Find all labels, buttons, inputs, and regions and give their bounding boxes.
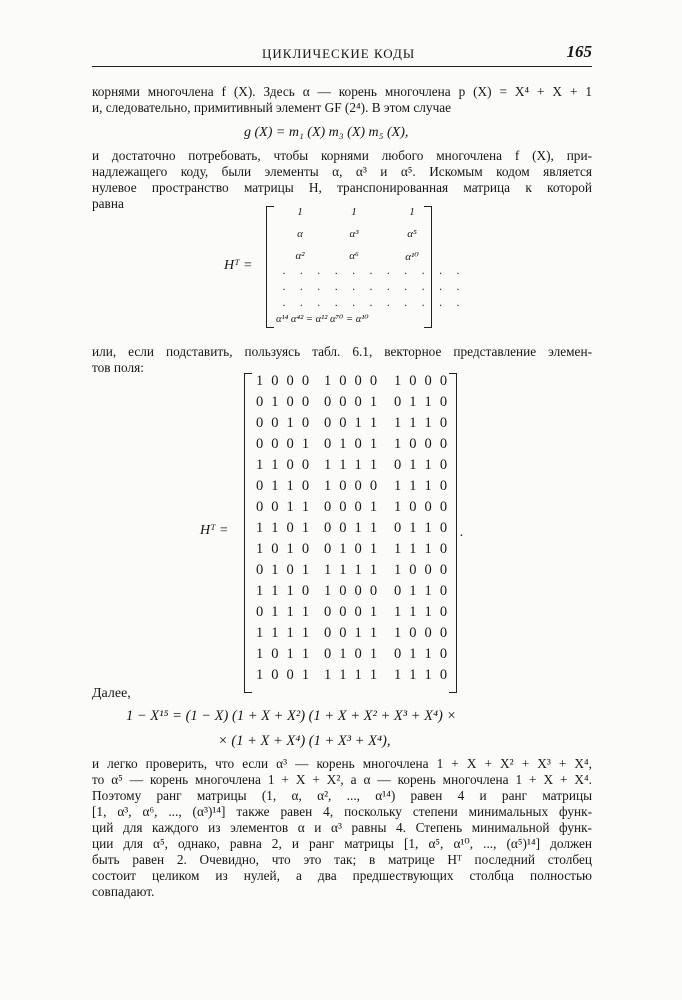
matrix2-period: . (460, 525, 464, 540)
text-line: то α⁵ — корень многочлена 1 + X + X², а α — корень многочлена 1 + X + X⁴. (92, 772, 592, 787)
matrix2-cell: 1 1 1 1 (324, 562, 380, 578)
paragraph-2 (92, 148, 592, 212)
matrix1-cell: α² (295, 250, 305, 262)
text-line: корнями многочлена f (X). Здесь α — корень многочлена p (X) = X⁴ + X + 1 (92, 84, 592, 99)
matrix2-row (250, 520, 462, 541)
matrix2-cell: 1 0 0 0 (394, 562, 450, 578)
matrix2-cell: 0 1 0 1 (324, 436, 380, 452)
matrix2-cell: 1 0 0 0 (324, 583, 380, 599)
matrix2-row (250, 562, 462, 583)
text-line: и легко проверить, что если α³ — корень многочлена 1 + X + X² + X³ + X⁴, (92, 756, 592, 771)
paragraph-3 (92, 344, 592, 376)
matrix2-cell: 1 1 0 0 (256, 457, 312, 473)
text-line: нулевое пространство матрицы H, транспонированная матрица к которой (92, 180, 592, 195)
matrix2-cell: 1 0 0 0 (324, 373, 380, 389)
matrix2-cell: 0 0 0 1 (324, 604, 380, 620)
text-line: [1, α³, α⁶, ..., (α³)¹⁴] также равен 4, поскольку степени минимальных функ- (92, 804, 592, 819)
matrix2-cell: 0 0 1 1 (324, 415, 380, 431)
matrix2-row (250, 625, 462, 646)
matrix2-row (250, 457, 462, 478)
matrix2-cell: 1 1 0 1 (256, 520, 312, 536)
running-header (92, 44, 592, 67)
matrix1-label: Hᵀ = (224, 258, 253, 273)
matrix2-cell: 1 0 0 0 (394, 373, 450, 389)
matrix2-cell: 0 1 0 1 (324, 541, 380, 557)
paragraph-1 (92, 84, 592, 116)
matrix1-cell: α⁶ (349, 250, 359, 262)
matrix1-cell: 1 (297, 206, 303, 218)
matrix2-cell: 0 1 0 0 (256, 394, 312, 410)
matrix2-cell: 1 0 0 0 (324, 478, 380, 494)
matrix2-cell: 1 0 1 0 (256, 541, 312, 557)
matrix1-dots: · · · · · · · · · · · (282, 298, 466, 312)
matrix2-cell: 1 0 0 0 (394, 436, 450, 452)
text-line: состоит целиком из нулей, а два предшествующих столбца полностью (92, 868, 592, 883)
matrix1-row (272, 206, 442, 226)
text-line: или, если подставить, пользуясь табл. 6.1, векторное представление элемен- (92, 344, 592, 359)
matrix2-cell: 1 1 1 0 (256, 583, 312, 599)
paragraph-4 (92, 756, 592, 900)
text-line: надлежащего коду, были элементы α, α³ и α⁵. Искомым кодом является (92, 164, 592, 179)
matrix2-cell: 1 0 1 1 (256, 646, 312, 662)
matrix1-cell: α¹⁰ (405, 251, 419, 263)
text-line: и, следовательно, примитивный элемент GF (2⁴). В этом случае (92, 100, 452, 115)
matrix2-cell: 0 1 1 1 (256, 604, 312, 620)
matrix1-cell: 1 (409, 206, 415, 218)
matrix2-cell: 0 0 1 1 (256, 499, 312, 515)
matrix1-cell: α³ (349, 228, 359, 240)
matrix2-cell: 0 1 0 1 (324, 646, 380, 662)
equation-2-line2: × (1 + X + X⁴) (1 + X³ + X⁴), (218, 733, 391, 749)
matrix2-row (250, 604, 462, 625)
matrix2-row (250, 436, 462, 457)
matrix2-row (250, 583, 462, 604)
matrix2-cell: 0 1 1 0 (394, 394, 450, 410)
equation-2-line1: 1 − X¹⁵ = (1 − X) (1 + X + X²) (1 + X + X² + X³ + X⁴) × (126, 708, 457, 724)
matrix2-cell: 0 1 1 0 (394, 520, 450, 536)
matrix2-cell: 0 1 1 0 (394, 646, 450, 662)
matrix2-row (250, 667, 462, 688)
matrix1-dots: · · · · · · · · · · · (282, 266, 466, 280)
matrix2-cell: 0 0 1 1 (324, 520, 380, 536)
text-line: и достаточно потребовать, чтобы корнями любого многочлена f (X), при- (92, 148, 592, 163)
matrix2-cell: 1 1 1 0 (394, 604, 450, 620)
matrix2-cell: 0 0 0 1 (324, 394, 380, 410)
matrix2-row (250, 499, 462, 520)
matrix2-cell: 1 1 1 0 (394, 478, 450, 494)
matrix1-cell: α⁵ (407, 228, 417, 240)
matrix2-label: Hᵀ = (200, 523, 229, 538)
text-line: совпадают. (92, 884, 155, 899)
matrix2-cell: 1 1 1 1 (324, 457, 380, 473)
matrix2-cell: 0 0 0 1 (256, 436, 312, 452)
matrix2-cell: 0 0 1 0 (256, 415, 312, 431)
matrix1-last-row: α¹⁴ α⁴² = α¹² α⁷⁰ = α¹⁰ (276, 314, 369, 325)
matrix2-cell: 1 1 1 0 (394, 415, 450, 431)
matrix2-row (250, 541, 462, 562)
matrix2-cell: 0 0 0 1 (324, 499, 380, 515)
matrix2-cell: 0 1 1 0 (256, 478, 312, 494)
matrix1-cell: α (297, 228, 303, 240)
text-line: быть равен 2. Очевидно, что это так; в матрице Hᵀ последний столбец (92, 852, 592, 867)
matrix2-cell: 1 1 1 1 (324, 667, 380, 683)
dalee-label: Далее, (92, 686, 131, 701)
equation-g: g (X) = m₁ (X) m₃ (X) m₅ (X), (244, 125, 409, 140)
text-line: Поэтому ранг матрицы (1, α, α², ..., α¹⁴) равен 4 и ранг матрицы (92, 788, 592, 803)
matrix2-row (250, 415, 462, 436)
header-title: ЦИКЛИЧЕСКИЕ КОДЫ (262, 46, 416, 61)
text-line: тов поля: (92, 360, 144, 375)
matrix2-cell: 1 0 0 1 (256, 667, 312, 683)
matrix2-cell: 0 1 0 1 (256, 562, 312, 578)
matrix2-cell: 1 1 1 0 (394, 667, 450, 683)
matrix2-row (250, 646, 462, 667)
text-line: ции для α⁵, однако, равна 2, и ранг матрицы [1, α⁵, α¹⁰, ..., (α⁵)¹⁴] должен (92, 836, 592, 851)
matrix2-cell: 0 1 1 0 (394, 583, 450, 599)
matrix2-cell: 1 1 1 1 (256, 625, 312, 641)
matrix2-cell: 0 0 1 1 (324, 625, 380, 641)
matrix2-cell: 1 0 0 0 (256, 373, 312, 389)
matrix2-cell: 1 0 0 0 (394, 625, 450, 641)
matrix2-row (250, 373, 462, 394)
matrix1-row (272, 228, 442, 248)
matrix1-cell: 1 (351, 206, 357, 218)
matrix2-row (250, 394, 462, 415)
matrix2-cell: 0 1 1 0 (394, 457, 450, 473)
matrix2-row (250, 478, 462, 499)
text-line: ций для каждого из элементов α и α³ равны 4. Степень минимальной функ- (92, 820, 592, 835)
matrix1-dots: · · · · · · · · · · · (282, 282, 466, 296)
matrix2-cell: 1 0 0 0 (394, 499, 450, 515)
text-line: равна (92, 196, 124, 211)
matrix2-cell: 1 1 1 0 (394, 541, 450, 557)
page-number: 165 (566, 42, 592, 61)
